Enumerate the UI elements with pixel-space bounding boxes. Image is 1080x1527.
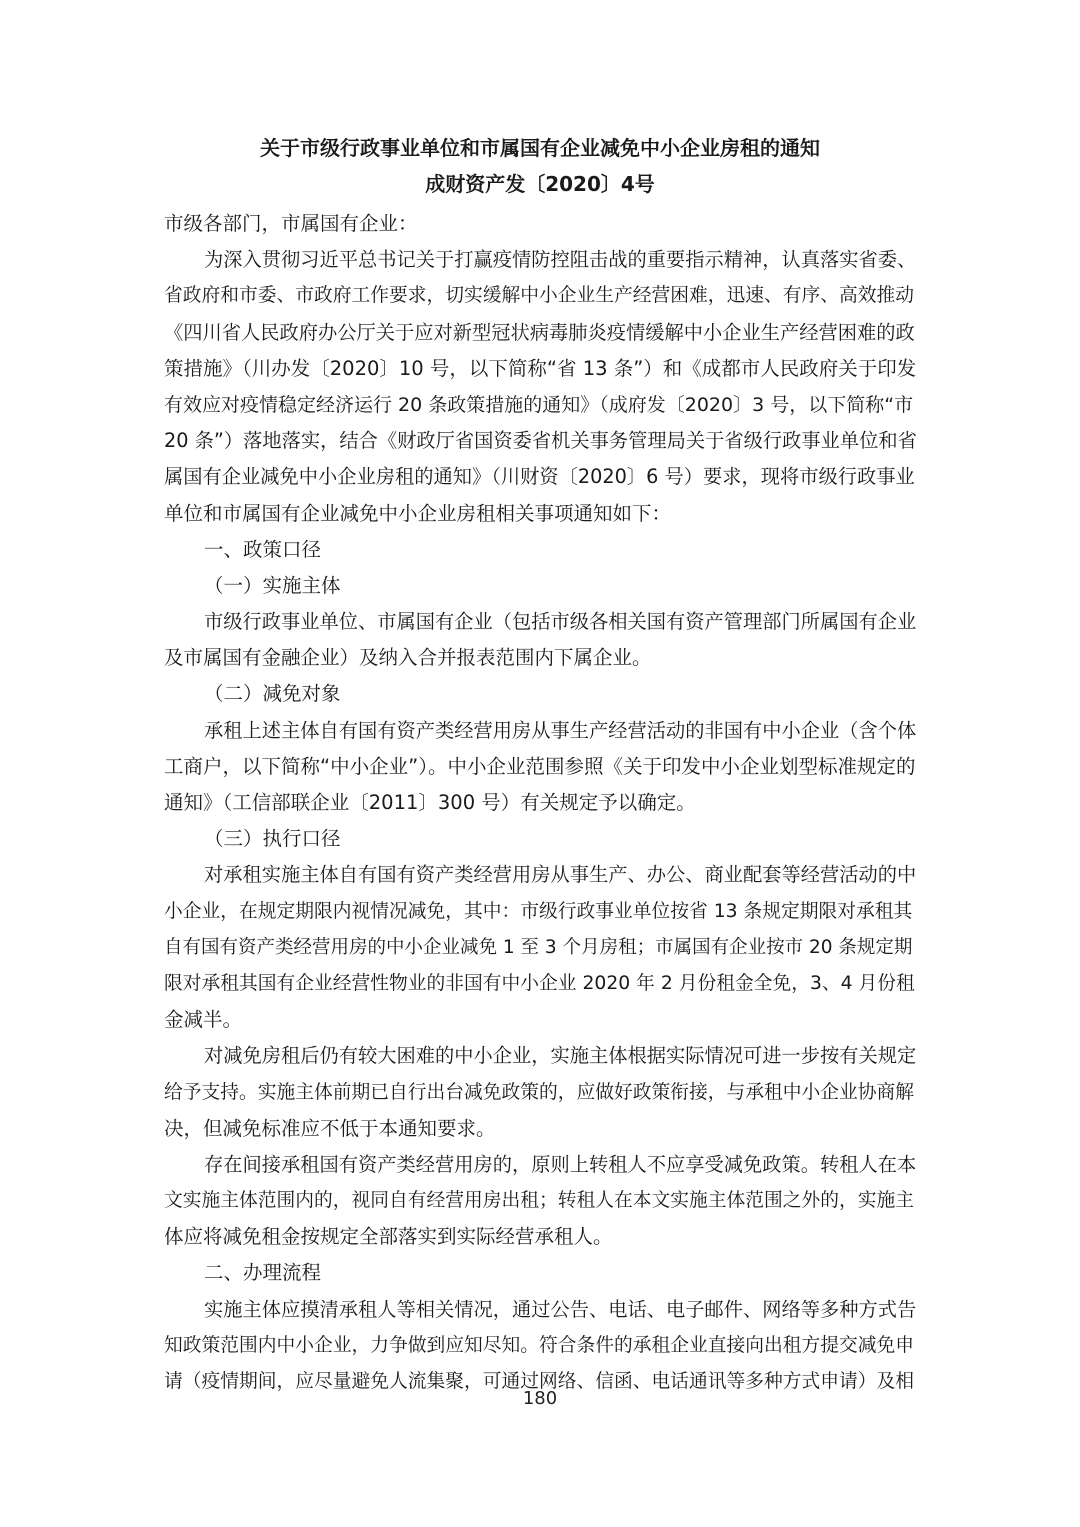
text-line: 对承租实施主体自有国有资产类经营用房从事生产、办公、商业配套等经营活动的中 bbox=[204, 863, 917, 887]
text-line: 市级各部门，市属国有企业： bbox=[164, 212, 418, 235]
text-line: 有效应对疫情稳定经济运行 20 条政策措施的通知》（成府发〔2020〕3 号，以下简称“市 bbox=[164, 393, 914, 416]
text-line: 体应将减免租金按规定全部落实到实际经营承租人。 bbox=[164, 1225, 613, 1249]
text-line: 二、办理流程 bbox=[204, 1261, 322, 1285]
text-line: 单位和市属国有企业减免中小企业房租相关事项通知如下： bbox=[164, 501, 672, 525]
text-line: 文实施主体范围内的，视同自有经营用房出租；转租人在本文实施主体范围之外的，实施主 bbox=[164, 1190, 914, 1212]
text-line: 给予支持。实施主体前期已自行出台减免政策的，应做好政策衔接，与承租中小企业协商解 bbox=[164, 1081, 914, 1103]
text-line: 决，但减免标准应不低于本通知要求。 bbox=[164, 1116, 496, 1140]
text-line: 承租上述主体自有国有资产类经营用房从事生产经营活动的非国有中小企业（含个体 bbox=[204, 718, 917, 742]
document-body bbox=[164, 206, 916, 1400]
text-line: 自有国有资产类经营用房的中小企业减免 1 至 3 个月房租；市属国有企业按市 20 条规定期 bbox=[164, 936, 913, 958]
text-line: 工商户，以下简称“中小企业”）。中小企业范围参照《关于印发中小企业划型标准规定的 bbox=[164, 754, 916, 778]
text-line: 省政府和市委、市政府工作要求，切实缓解中小企业生产经营困难，迅速、有序、高效推动 bbox=[164, 285, 914, 307]
text-line: 存在间接承租国有资产类经营用房的，原则上转租人不应享受减免政策。转租人在本 bbox=[204, 1152, 917, 1176]
text-line: 及市属国有金融企业）及纳入合并报表范围内下属企业。 bbox=[164, 646, 652, 670]
text-line: 一、政策口径 bbox=[204, 537, 322, 561]
text-line: 对减免房租后仍有较大困难的中小企业，实施主体根据实际情况可进一步按有关规定 bbox=[204, 1044, 917, 1068]
text-line: （三）执行口径 bbox=[204, 827, 341, 851]
text-line: 金减半。 bbox=[164, 1008, 243, 1032]
text-line: 市级行政事业单位、市属国有企业（包括市级各相关国有资产管理部门所属国有企业 bbox=[204, 610, 917, 634]
text-line: 20 条”）落地落实，结合《财政厅省国资委省机关事务管理局关于省级行政事业单位和省 bbox=[164, 429, 917, 453]
text-line: 知政策范围内中小企业，力争做到应知尽知。符合条件的承租企业直接向出租方提交减免申 bbox=[164, 1334, 914, 1356]
text-line: 小企业，在规定期限内视情况减免，其中：市级行政事业单位按省 13 条规定期限对承租其 bbox=[164, 900, 913, 922]
document-number: 成财资产发〔2020〕4号 bbox=[425, 172, 655, 196]
document-title: 关于市级行政事业单位和市属国有企业减免中小企业房租的通知 bbox=[260, 136, 820, 160]
text-line: （二）减免对象 bbox=[204, 682, 341, 706]
text-line: 限对承租其国有企业经营性物业的非国有中小企业 2020 年 2 月份租金全免，3、4 月份租 bbox=[164, 972, 915, 994]
text-line: （一）实施主体 bbox=[204, 573, 341, 597]
text-line: 《四川省人民政府办公厅关于应对新型冠状病毒肺炎疫情缓解中小企业生产经营困难的政 bbox=[164, 320, 915, 344]
text-line: 实施主体应摸清承租人等相关情况，通过公告、电话、电子邮件、网络等多种方式告 bbox=[204, 1297, 917, 1321]
text-line: 请（疫情期间，应尽量避免人流集聚，可通过网络、信函、电话通讯等多种方式申请）及相 bbox=[164, 1371, 914, 1392]
text-line: 属国有企业减免中小企业房租的通知》（川财资〔2020〕6 号）要求，现将市级行政事业 bbox=[164, 465, 915, 489]
text-line: 策措施》（川办发〔2020〕10 号，以下简称“省 13 条”）和《成都市人民政府关于印发 bbox=[164, 356, 917, 380]
text-line: 为深入贯彻习近平总书记关于打赢疫情防控阻击战的重要指示精神，认真落实省委、 bbox=[204, 248, 917, 272]
page-number: 180 bbox=[522, 1388, 558, 1409]
text-line: 通知》（工信部联企业〔2011〕300 号）有关规定予以确定。 bbox=[164, 791, 696, 814]
